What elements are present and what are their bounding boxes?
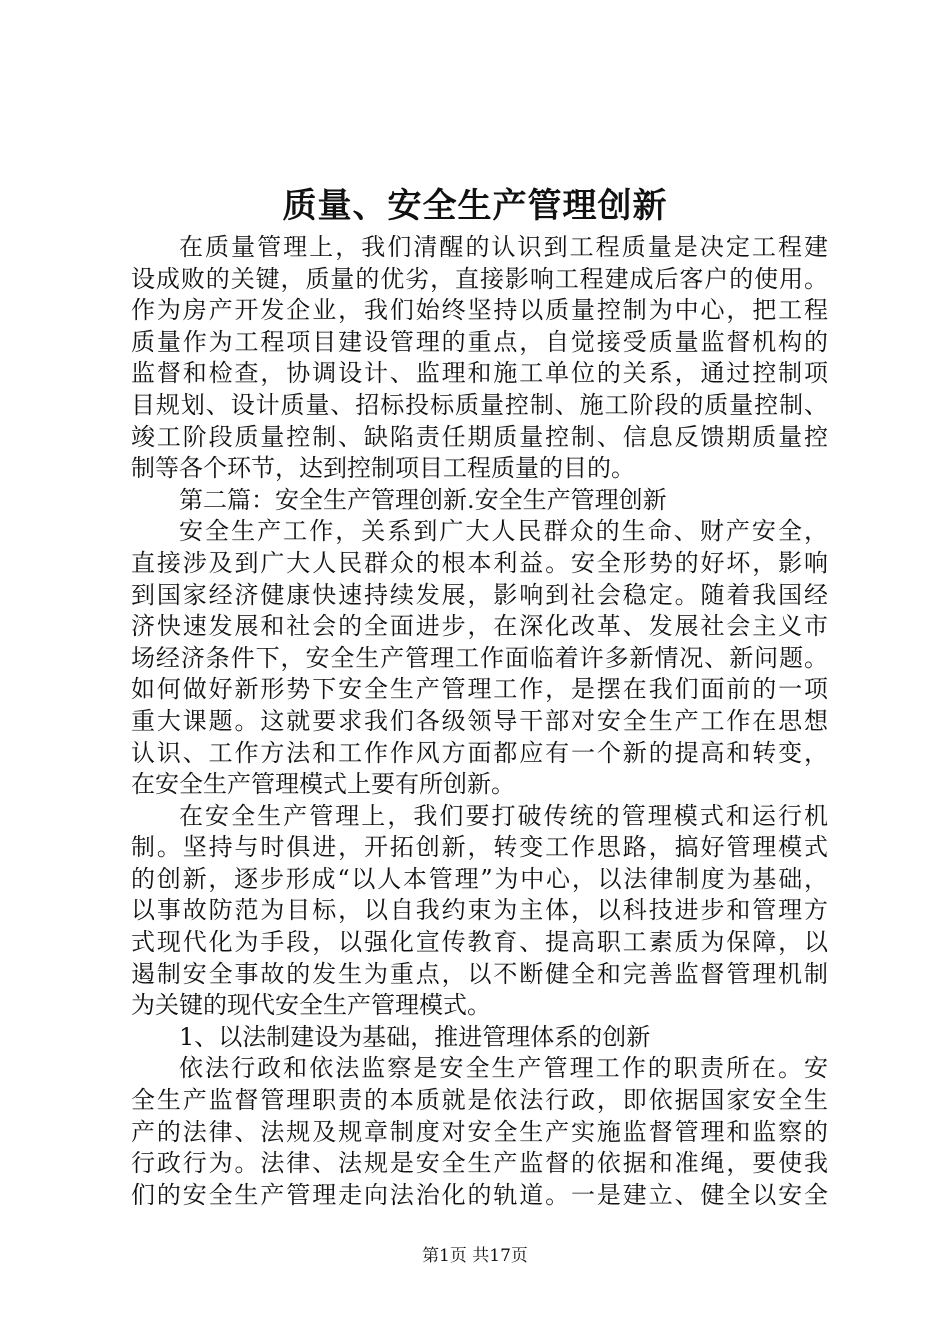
text-line: 如何做好新形势下安全生产管理工作，是摆在我们面前的一项 xyxy=(131,675,828,704)
text-line: 直接涉及到广大人民群众的根本利益。安全形势的好坏，影响 xyxy=(131,548,828,577)
text-line: 制。坚持与时俱进，开拓创新，转变工作思路，搞好管理模式 xyxy=(131,833,828,862)
text-line: 竣工阶段质量控制、缺陷责任期质量控制、信息反馈期质量控 xyxy=(131,422,828,451)
text-line: 的创新，逐步形成“以人本管理”为中心，以法律制度为基础， xyxy=(131,864,828,893)
text-line: 场经济条件下，安全生产管理工作面临着许多新情况、新问题。 xyxy=(131,643,828,672)
text-line: 制等各个环节，达到控制项目工程质量的目的。 xyxy=(131,454,635,483)
text-line: 以事故防范为目标，以自我约束为主体，以科技进步和管理方 xyxy=(131,896,828,925)
text-line: 认识、工作方法和工作作风方面都应有一个新的提高和转变， xyxy=(131,738,828,767)
section-heading: 第二篇：安全生产管理创新.安全生产管理创新 xyxy=(179,485,667,514)
page-title: 质量、安全生产管理创新 xyxy=(282,186,668,226)
text-line: 式现代化为手段，以强化宣传教育、提高职工素质为保障，以 xyxy=(131,928,828,957)
document-body xyxy=(131,232,828,1211)
text-line: 为关键的现代安全生产管理模式。 xyxy=(131,991,491,1020)
text-line: 产的法律、法规及规章制度对安全生产实施监督管理和监察的 xyxy=(131,1117,828,1146)
text-line: 们的安全生产管理走向法治化的轨道。一是建立、健全以安全 xyxy=(131,1180,828,1209)
text-line: 到国家经济健康快速持续发展，影响到社会稳定。随着我国经 xyxy=(131,580,828,609)
text-line: 监督和检查，协调设计、监理和施工单位的关系，通过控制项 xyxy=(131,359,828,388)
text-line: 目规划、设计质量、招标投标质量控制、施工阶段的质量控制、 xyxy=(131,390,828,419)
text-line: 在质量管理上，我们清醒的认识到工程质量是决定工程建 xyxy=(179,233,828,261)
text-line: 设成败的关键，质量的优劣，直接影响工程建成后客户的使用。 xyxy=(131,264,828,293)
text-line: 遏制安全事故的发生为重点，以不断健全和完善监督管理机制 xyxy=(131,959,828,988)
text-line: 重大课题。这就要求我们各级领导干部对安全生产工作在思想 xyxy=(131,706,828,735)
text-line: 在安全生产管理模式上要有所创新。 xyxy=(131,770,515,799)
text-line: 在安全生产管理上，我们要打破传统的管理模式和运行机 xyxy=(179,801,828,830)
text-line: 行政行为。法律、法规是安全生产监督的依据和准绳，要使我 xyxy=(131,1149,828,1178)
text-line: 济快速发展和社会的全面进步，在深化改革、发展社会主义市 xyxy=(131,612,828,641)
page-footer: 第1页 共17页 xyxy=(422,1246,528,1266)
text-line: 依法行政和依法监察是安全生产管理工作的职责所在。安 xyxy=(179,1054,828,1083)
section-heading: 1、以法制建设为基础，推进管理体系的创新 xyxy=(179,1022,651,1051)
text-line: 安全生产工作，关系到广大人民群众的生命、财产安全， xyxy=(179,517,828,546)
text-line: 质量作为工程项目建设管理的重点，自觉接受质量监督机构的 xyxy=(131,327,828,356)
text-line: 全生产监督管理职责的本质就是依法行政，即依据国家安全生 xyxy=(131,1086,828,1115)
text-line: 作为房产开发企业，我们始终坚持以质量控制为中心，把工程 xyxy=(131,296,828,325)
